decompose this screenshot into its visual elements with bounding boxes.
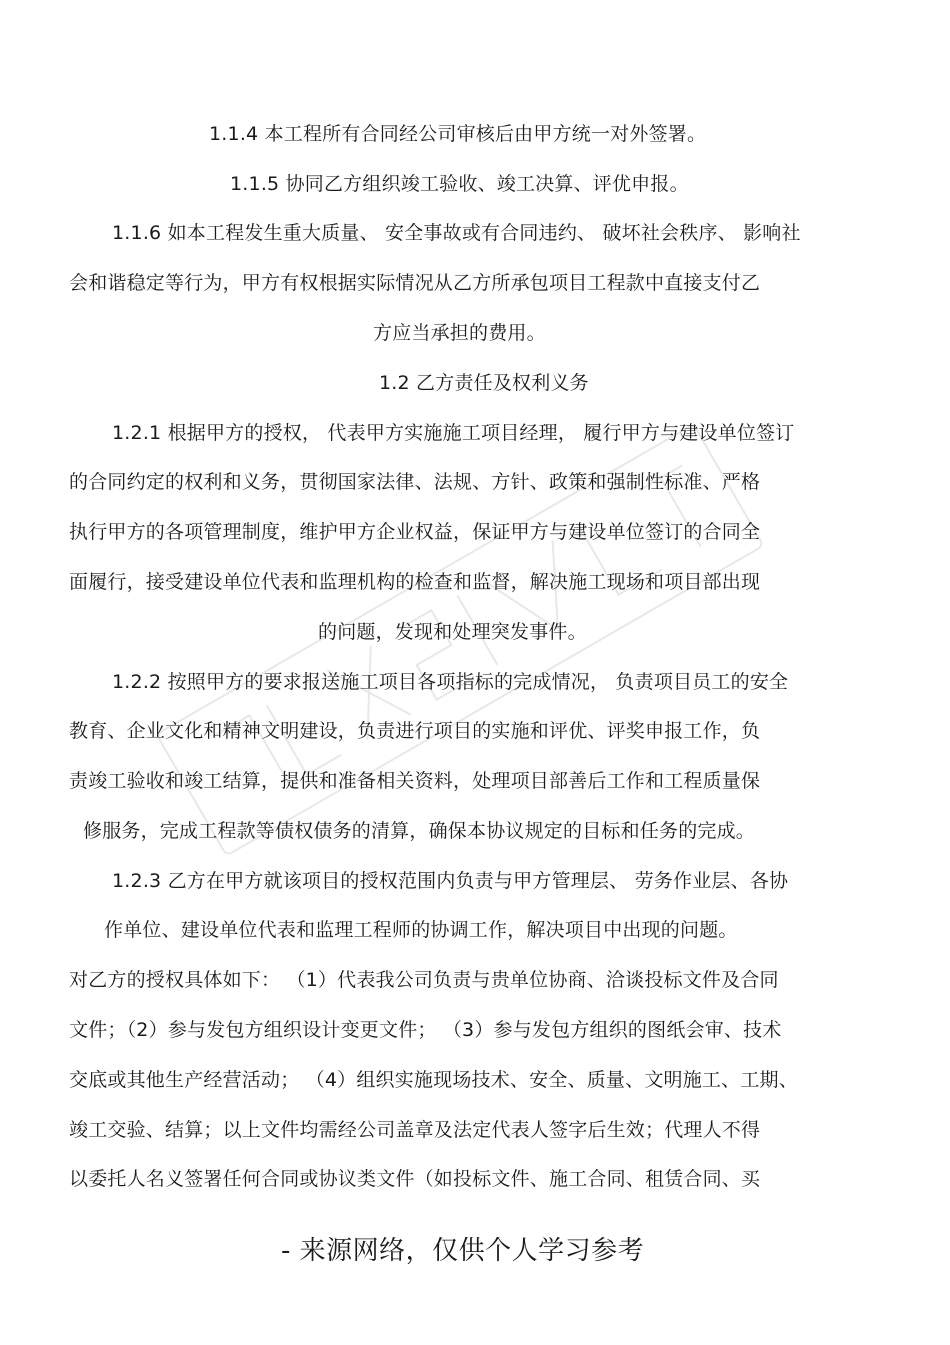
clause-1-2-2-line-4: 修服务，完成工程款等债权债务的清算，确保本协议规定的目标和任务的完成。 (83, 820, 756, 842)
clause-1-2-1-line-2: 的合同约定的权利和义务，贯彻国家法律、法规、方针、政策和强制性标准、严格 (69, 471, 761, 493)
clause-1-1-6-line-3: 方应当承担的费用。 (373, 322, 546, 344)
clause-1-2-1-line-5: 的问题，发现和处理突发事件。 (318, 621, 587, 643)
clause-1-2-2: 1.2.2 按照甲方的要求报送施工项目各项指标的完成情况， 负责项目员工的安全 (112, 671, 789, 693)
clause-1-2-1-line-4: 面履行，接受建设单位代表和监理机构的检查和监督，解决施工现场和项目部出现 (69, 571, 761, 593)
clause-1-1-6-line-2: 会和谐稳定等行为，甲方有权根据实际情况从乙方所承包项目工程款中直接支付乙 (69, 272, 761, 294)
authorization-line-5: 以委托人名义签署任何合同或协议类文件（如投标文件、施工合同、租赁合同、买 (69, 1168, 761, 1190)
clause-1-2-3-line-2: 作单位、建设单位代表和监理工程师的协调工作，解决项目中出现的问题。 (104, 919, 738, 941)
authorization-line-2: 文件；（2）参与发包方组织设计变更文件； （3）参与发包方组织的图纸会审、技术 (69, 1019, 782, 1041)
clause-1-1-6: 1.1.6 如本工程发生重大质量、 安全事故或有合同违约、 破坏社会秩序、 影响社 (112, 222, 801, 244)
authorization-line-4: 竣工交验、结算；以上文件均需经公司盖章及法定代表人签字后生效；代理人不得 (69, 1119, 761, 1141)
clause-1-1-4: 1.1.4 本工程所有合同经公司审核后由甲方统一对外签署。 (209, 123, 707, 145)
clause-1-2-1: 1.2.1 根据甲方的授权， 代表甲方实施施工项目经理， 履行甲方与建设单位签订 (112, 422, 795, 444)
clause-1-2-2-line-2: 教育、企业文化和精神文明建设，负责进行项目的实施和评优、评奖申报工作，负 (69, 720, 761, 742)
clause-1-2-3: 1.2.3 乙方在甲方就该项目的授权范围内负责与甲方管理层、 劳务作业层、各协 (112, 870, 789, 892)
clause-1-2-2-line-3: 责竣工验收和竣工结算，提供和准备相关资料，处理项目部善后工作和工程质量保 (69, 770, 761, 792)
authorization-line-1: 对乙方的授权具体如下： （1）代表我公司负责与贵单位协商、洽谈投标文件及合同 (69, 969, 779, 991)
clause-1-1-5: 1.1.5 协同乙方组织竣工验收、竣工决算、评优申报。 (230, 173, 689, 195)
clause-1-2-1-line-3: 执行甲方的各项管理制度，维护甲方企业权益，保证甲方与建设单位签订的合同全 (69, 521, 761, 543)
page-footer: - 来源网络，仅供个人学习参考 (281, 1236, 645, 1266)
authorization-line-3: 交底或其他生产经营活动； （4）组织实施现场技术、安全、质量、文明施工、工期、 (69, 1069, 798, 1091)
section-heading-1-2: 1.2 乙方责任及权利义务 (379, 372, 589, 394)
